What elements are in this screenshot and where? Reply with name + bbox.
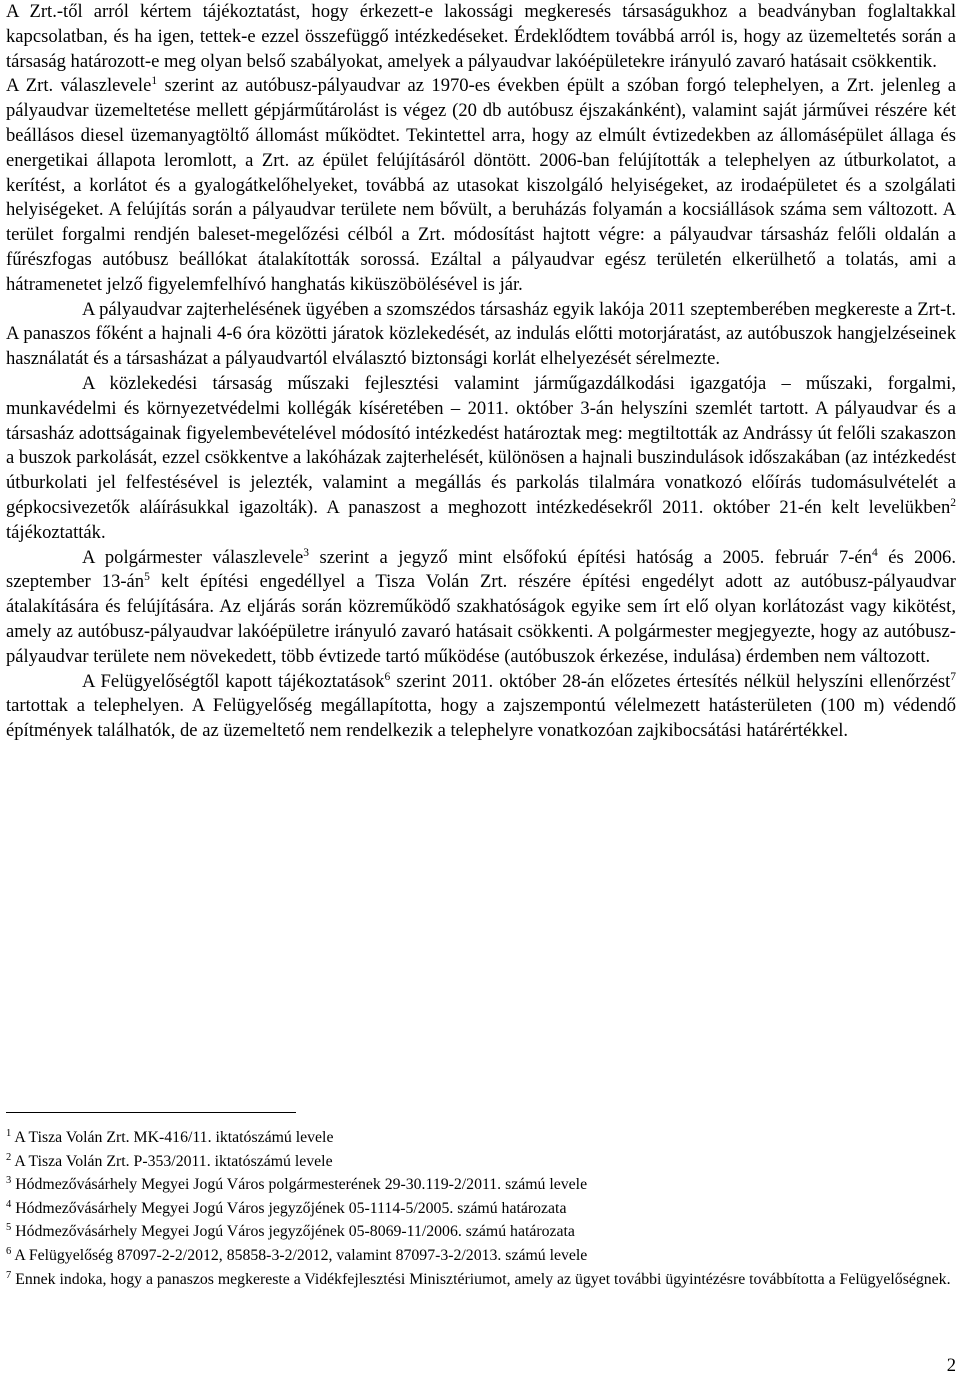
paragraph-text: A pályaudvar zajterhelésének ügyében a szomszédos társasház egyik lakója 2011 szeptemberében megkereste a Zrt-t. A panaszos főként a hajnali 4-6 óra közötti járatok közlekedését, az indulás előtti motorjáratást, az autóbuszok hangjelzéseinek használatát és a társasházat a pályaudvartól elválasztó biztonsági korlát elhelyezését sérelmezte. bbox=[6, 298, 956, 370]
footnote-ref: 2 bbox=[950, 496, 956, 509]
footnote-text: Hódmezővásárhely Megyei Jogú Város jegyzőjének 05-1114-5/2005. számú határozata bbox=[11, 1199, 567, 1217]
footnote-number: 3 bbox=[6, 1175, 12, 1187]
footnote bbox=[6, 1220, 956, 1244]
footnote-text: A Tisza Volán Zrt. P-353/2011. iktatószámú levele bbox=[11, 1152, 333, 1170]
footnote bbox=[6, 1126, 956, 1150]
footnote-number: 6 bbox=[6, 1245, 12, 1257]
body-text bbox=[6, 0, 956, 744]
footnote-ref: 6 bbox=[384, 670, 391, 683]
footnote-text: Hódmezővásárhely Megyei Jogú Város polgármesterének 29-30.119-2/2011. számú levele bbox=[11, 1176, 588, 1194]
footnote bbox=[6, 1268, 956, 1292]
footnote-separator bbox=[6, 1112, 296, 1113]
paragraph-text: tájékoztatták. bbox=[6, 521, 106, 543]
footnote-ref: 3 bbox=[303, 546, 310, 559]
paragraph bbox=[6, 0, 956, 74]
paragraph-text: szerint a jegyző mint elsőfokú építési hatóság a 2005. február 7-én bbox=[309, 546, 872, 568]
paragraph-text: A Zrt.-től arról kértem tájékoztatást, hogy érkezett-e lakossági megkeresés társaságukhoz a beadványban foglaltakkal kapcsolatban, és ha igen, tettek-e ezzel összefüggő intézkedéseket. Érdeklődtem továbbá arról is, hogy az üzemeltetés során a társaság határozott-e meg olyan belső szabályokat, amelyek a pályaudvar lakóépületekre irányuló zavaró hatásait csökkentik. bbox=[6, 1, 956, 72]
footnote-ref: 4 bbox=[871, 546, 878, 559]
footnote-text: Hódmezővásárhely Megyei Jogú Város jegyzőjének 05-8069-11/2006. számú határozata bbox=[11, 1223, 575, 1241]
paragraph-text: tartottak a telephelyen. A Felügyelőség megállapította, hogy a zajszempontú vélelmezett hatásterületen (100 m) védendő építmények találhatók, de az üzemeltető nem rendelkezik a telephelyre vonatkozóan zajkibocsátási határértékkel. bbox=[6, 695, 956, 742]
footnote bbox=[6, 1173, 956, 1197]
footnote-number: 1 bbox=[6, 1128, 12, 1139]
footnotes bbox=[6, 1126, 956, 1291]
paragraph-text: A polgármester válaszlevele bbox=[82, 546, 304, 568]
footnote-text: A Tisza Volán Zrt. MK-416/11. iktatószámú levele bbox=[11, 1129, 334, 1146]
paragraph-text: szerint 2011. október 28-án előzetes értesítés nélkül helyszíni ellenőrzést bbox=[390, 670, 951, 692]
footnote-number: 2 bbox=[6, 1151, 12, 1163]
footnote-text: Ennek indoka, hogy a panaszos megkereste a Vidékfejlesztési Minisztériumot, amely az ügyet további ügyintézésre továbbította a Felügyelőségnek. bbox=[11, 1270, 951, 1288]
footnote-number: 7 bbox=[6, 1269, 12, 1281]
footnote-ref: 1 bbox=[151, 75, 158, 88]
page-number: 2 bbox=[946, 1355, 956, 1376]
footnote-ref: 5 bbox=[144, 571, 150, 584]
footnote-ref: 7 bbox=[950, 670, 956, 683]
paragraph bbox=[6, 372, 956, 546]
paragraph-text: A közlekedési társaság műszaki fejlesztési valamint járműgazdálkodási igazgatója – műszaki, forgalmi, munkavédelmi és környezetvédelmi kollégák kíséretében – 2011. október 3-án helyszíni szemlét tartott. A pályaudvar és a társasház adottságainak figyelembevételével módosító intézkedést határoztak meg: megtiltották az Andrássy út felőli szakaszon a buszok parkolását, ezzel csökkentve a lakóházak zajterhelését, különösen a hajnali buszindulások időszakában (az intézkedést útburkolati jel felfestésével is jelezték, valamint a megállás és parkolás tilalmára vonatkozó előírás tudomásulvételét a gépkocsivezetők aláírásukkal igazolták). A panaszost a meghozott intézkedésekről 2011. október 21-én kelt levelükben bbox=[6, 372, 956, 518]
footnote-text: A Felügyelőség 87097-2-2/2012, 85858-3-2/2012, valamint 87097-3-2/2013. számú levele bbox=[11, 1246, 588, 1264]
paragraph-text: A Felügyelőségtől kapott tájékoztatások bbox=[82, 670, 385, 692]
paragraph-text: és 2006. szeptember 13-án bbox=[6, 546, 957, 593]
footnote bbox=[6, 1197, 956, 1221]
footnote bbox=[6, 1150, 956, 1174]
paragraph bbox=[6, 670, 956, 744]
paragraph bbox=[6, 74, 956, 297]
footnote-number: 5 bbox=[6, 1222, 12, 1234]
paragraph-text: szerint az autóbusz-pályaudvar az 1970-es években épült a szóban forgó telephelyen, a Zrt. jelenleg a pályaudvar üzemeltetése mellett gépjárműtárolást is végez (20 db autóbusz éjszakánként), valamint saját járművei részére két beállásos diesel üzemanyagtöltő állomást működtet. Tekintettel arra, hogy az elmúlt évtizedekben az állomásépület állaga és energetikai állapota leromlott, a Zrt. az épület felújításáról döntött. 2006-ban felújították a telephelyen az útburkolatot, a kerítést, a korlátot és a gyalogátkelőhelyeket, továbbá az utasokat kiszolgáló helyiségeket, az irodaépületet és a szolgálati helyiségeket. A felújítás során a pályaudvar területe nem bővült, a beruházás folyamán a kocsiállások száma sem változott. A terület forgalmi rendjén baleset-megelőzési célból a Zrt. módosítást hajtott végre: a pályaudvar társasház felőli oldalán a fűrészfogas autóbusz beállókat átalakították sorossá. Ezáltal a pályaudvar egész területén elkerülhető a tolatás, ami a hátramenetet jelző figyelemfelhívó hanghatás kiküszöbölésével is jár. bbox=[6, 75, 956, 295]
paragraph-text: kelt építési engedéllyel a Tisza Volán Zrt. részére építési engedélyt adott az autóbusz-pályaudvar átalakítására és felújítására. Az eljárás során közreműködő szakhatóságok egyike sem írt elő olyan korlátozást vagy kikötést, amely az autóbusz-pályaudvar lakóépületre irányuló zavaró hatásait csökkenti. A polgármester megjegyezte, hogy az autóbusz-pályaudvar területe nem növekedett, több évtizede tartó működése (autóbuszok érkezése, indulása) érdemben nem változott. bbox=[6, 571, 956, 667]
paragraph bbox=[6, 298, 956, 372]
paragraph-text: A Zrt. válaszlevele bbox=[6, 75, 152, 97]
footnote-number: 4 bbox=[6, 1198, 12, 1210]
footnote bbox=[6, 1244, 956, 1268]
paragraph bbox=[6, 546, 956, 670]
